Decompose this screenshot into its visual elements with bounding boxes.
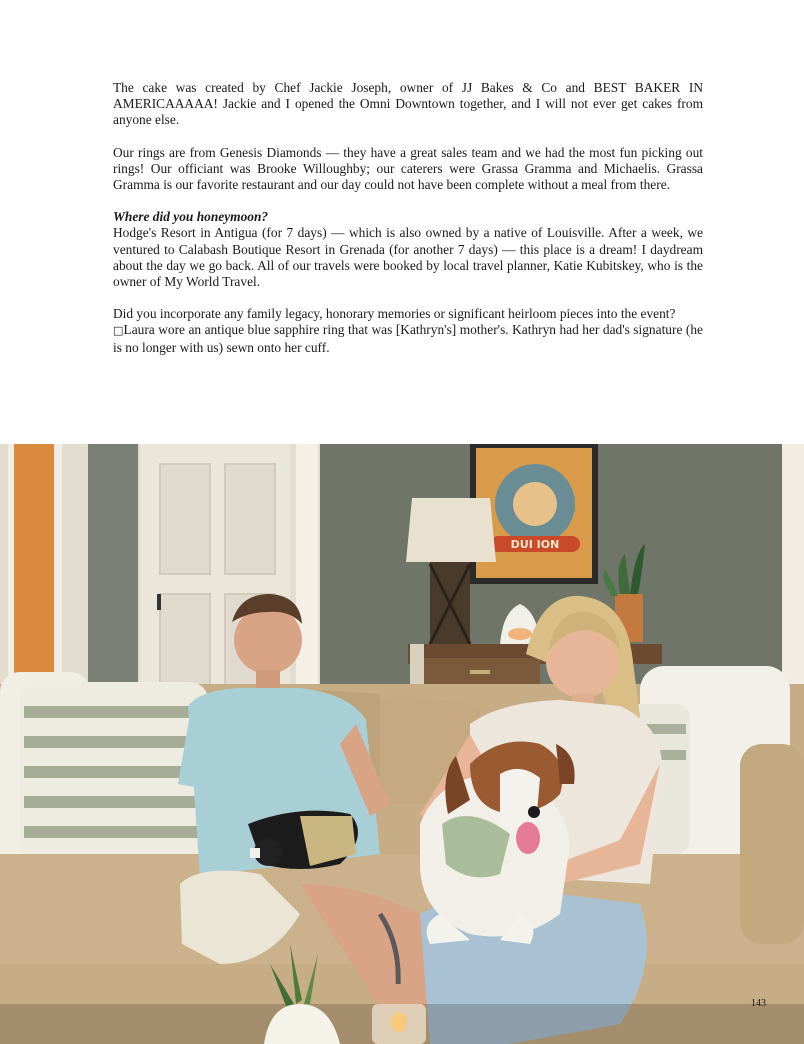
paragraph-rings: Our rings are from Genesis Diamonds — they have a great sales team and we had the most fun picking out rings! Our officiant was Brooke Willoughby; our caterers were Grassa Gramma and Michaelis. Grassa Gramma is our favorite restaurant and our day could not have been complete without a meal from there. — [113, 144, 703, 193]
door-frame — [296, 444, 318, 704]
door-hinge — [157, 594, 161, 610]
poster-lettering: DUI ION — [510, 538, 560, 551]
qa-legacy — [113, 306, 703, 356]
question-honeymoon: Where did you honeymoon? — [113, 209, 269, 225]
orange-doorway — [12, 444, 56, 674]
couch-arm — [740, 744, 804, 944]
question-legacy: Did you incorporate any family legacy, honorary memories or significant heirloom pieces into the event? — [113, 306, 676, 322]
qa-honeymoon — [113, 209, 703, 290]
paragraph-cake: The cake was created by Chef Jackie Joseph, owner of JJ Bakes & Co and BEST BAKER IN AMERICAAAAA! Jackie and I opened the Omni Downtown together, and I will not ever get cakes from anyone else. — [113, 80, 703, 128]
missing-glyph-box: □ — [113, 324, 124, 338]
couple-photo — [0, 444, 804, 1044]
article-body — [113, 80, 703, 372]
page-number: 143 — [751, 998, 766, 1009]
answer-honeymoon: Hodge's Resort in Antigua (for 7 days) — which is also owned by a native of Louisville. After a week, we ventured to Calabash Boutique Resort in Grenada (for another 7 days) — this place is a dream! I daydream about the day we go back. All of our travels were booked by local travel planner, Katie Kubitskey, who is the owner of My World Travel. — [113, 225, 703, 290]
dark-doorway — [88, 444, 138, 694]
answer-legacy: Laura wore an antique blue sapphire ring that was [Kathryn's] mother's. Kathryn had her dad's signature (he is no longer with us) sewn onto her cuff. — [113, 322, 703, 355]
pillow-striped — [20, 682, 208, 860]
black-dog — [248, 811, 358, 869]
lamp-shade — [406, 498, 496, 562]
